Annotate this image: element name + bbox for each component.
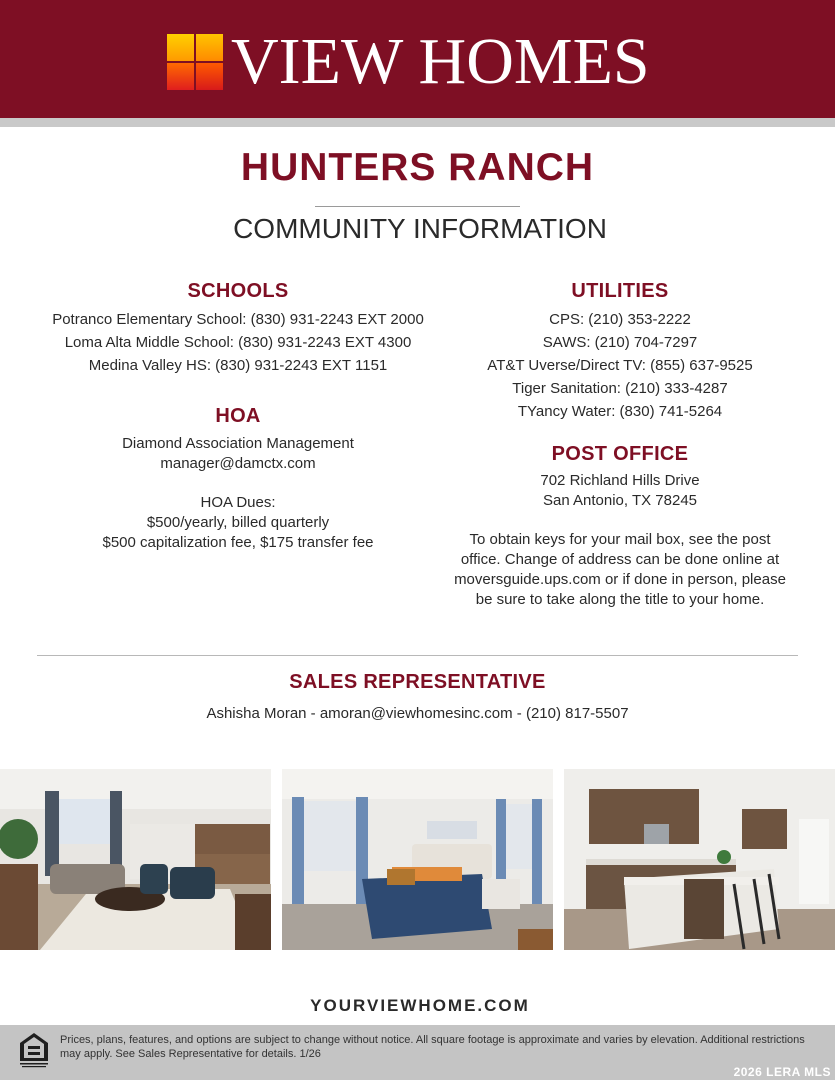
- hoa-heading: HOA: [215, 405, 261, 427]
- utilities-heading: UTILITIES: [571, 280, 669, 302]
- post-office-note: To obtain keys for your mail box, see the post: [469, 531, 771, 548]
- utility-line: CPS: (210) 353-2222: [549, 311, 691, 328]
- hoa-company: Diamond Association Management: [122, 435, 354, 452]
- utilities-section: [420, 280, 820, 423]
- title-divider: [315, 206, 520, 207]
- footer-bar: [0, 1025, 835, 1080]
- school-line: Medina Valley HS: (830) 931-2243 EXT 1151: [88, 357, 388, 374]
- post-office-note: be sure to take along the title to your home.: [475, 591, 765, 608]
- post-office-address: 702 Richland Hills Drive: [540, 472, 700, 489]
- sales-heading: SALES REPRESENTATIVE: [289, 671, 546, 693]
- school-line: Potranco Elementary School: (830) 931-2243 EXT 2000: [52, 311, 424, 328]
- photo-strip: [0, 769, 835, 950]
- page-subtitle: COMMUNITY INFORMATION: [233, 213, 607, 244]
- kitchen-photo: [564, 769, 835, 950]
- utility-line: Tiger Sanitation: (210) 333-4287: [512, 380, 728, 397]
- window-logo-icon: [167, 34, 223, 90]
- section-divider: [37, 655, 798, 656]
- hoa-dues: $500/yearly, billed quarterly: [146, 514, 330, 531]
- brand-logo: [167, 25, 650, 98]
- hoa-dues-label: HOA Dues:: [200, 494, 276, 511]
- utility-line: SAWS: (210) 704-7297: [542, 334, 698, 351]
- brand-name: VIEW HOMES: [231, 25, 650, 98]
- post-office-section: [420, 443, 820, 610]
- header-banner: [0, 0, 835, 118]
- website-url[interactable]: YOURVIEWHOME.COM: [310, 996, 530, 1015]
- school-line: Loma Alta Middle School: (830) 931-2243 EXT 4300: [64, 334, 412, 351]
- post-office-note: office. Change of address can be done online at: [460, 551, 780, 568]
- schools-heading: SCHOOLS: [187, 280, 289, 302]
- bedroom-photo: [282, 769, 553, 950]
- sales-contact: Ashisha Moran - amoran@viewhomesinc.com - (210) 817-5507: [206, 705, 629, 722]
- post-office-heading: POST OFFICE: [551, 443, 689, 465]
- hoa-section: [38, 405, 438, 553]
- post-office-note: moversguide.ups.com or if done in person, please: [454, 571, 786, 588]
- schools-section: [38, 280, 438, 377]
- header-stripe: [0, 118, 835, 127]
- utility-line: TYancy Water: (830) 741-5264: [517, 403, 723, 420]
- living-room-photo: [0, 769, 271, 950]
- page-title: HUNTERS RANCH: [240, 146, 595, 189]
- footer-disclaimer: Prices, plans, features, and options are subject to change without notice. All square footage is approximate and varies by elevation. Additional restrictions may apply. See Sales Representative for details. 1/26: [60, 1034, 805, 1060]
- mls-watermark: 2026 LERA MLS: [733, 1065, 831, 1079]
- hoa-fees: $500 capitalization fee, $175 transfer fee: [102, 534, 374, 551]
- sales-section: [0, 671, 835, 725]
- hoa-email: manager@damctx.com: [160, 455, 316, 472]
- utility-line: AT&T Uverse/Direct TV: (855) 637-9525: [487, 357, 753, 374]
- equal-housing-icon: [18, 1031, 50, 1069]
- post-office-address: San Antonio, TX 78245: [542, 492, 697, 509]
